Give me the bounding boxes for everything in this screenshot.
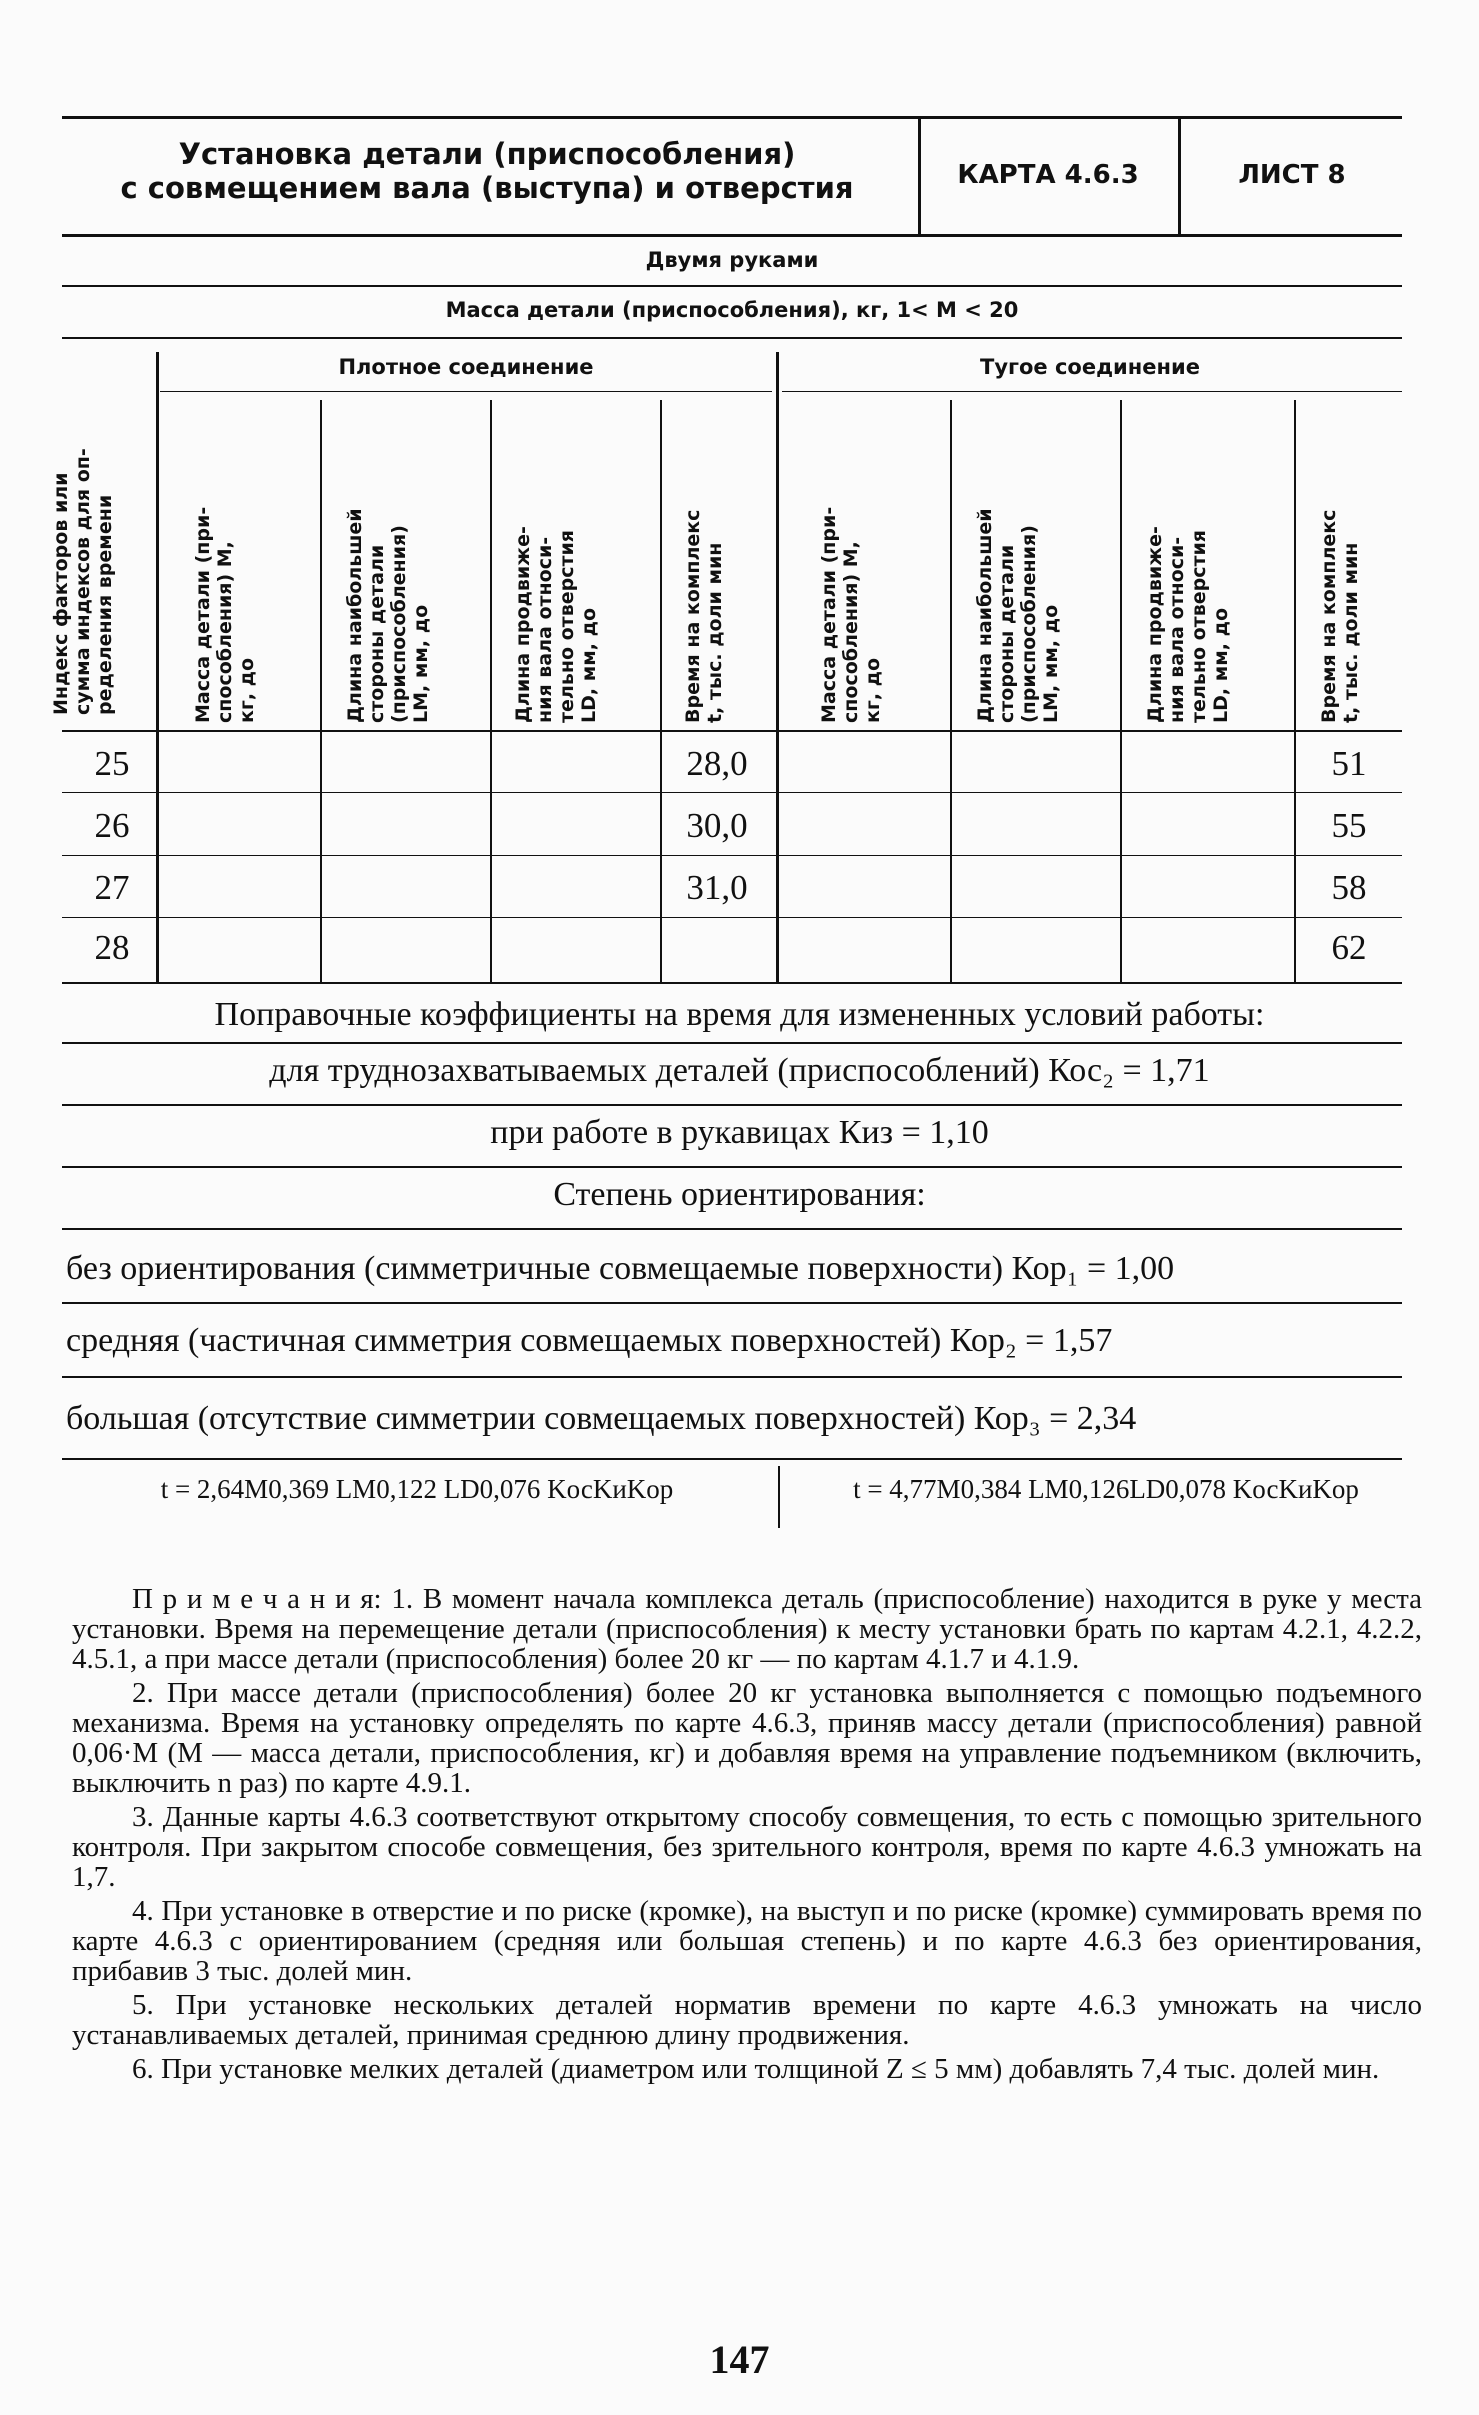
table-row-time-interference: 62: [1331, 928, 1367, 967]
col-header-line: LM, мм, до: [1040, 604, 1062, 723]
note-2: 2. При массе детали (приспособления) более 20 кг установка выполняется с помощью подъемного механизма. Время на установку определять по карте 4.6.3, приняв массу детали (приспособления) равной 0,06·M (M — масса детали, приспособления, кг) и добавляя время на управление подъемником (включить, выключить n раз) по карте 4.9.1.: [72, 1677, 1422, 1799]
formula-divider: [778, 1466, 780, 1528]
col-header-line: кг, до: [862, 657, 884, 723]
coef-orientation-medium: средняя (частичная симметрия совмещаемых поверхностей) Кор₂ = 1,57: [66, 1322, 1113, 1359]
col-divider-index: [156, 352, 159, 982]
col-header-mass-1: [192, 405, 272, 723]
table-row-index: 27: [94, 868, 130, 907]
notes: [72, 1584, 1422, 2088]
col-divider: [660, 400, 662, 982]
col-header-line: Масса детали (при-: [818, 506, 840, 723]
col-header-line: способления) М,: [214, 541, 236, 723]
col-header-line: кг, до: [236, 657, 258, 723]
index-column-header: [50, 345, 146, 715]
card-number: КАРТА 4.6.3: [957, 160, 1139, 190]
col-header-line: ния вала относи-: [534, 536, 556, 723]
col-header-mass-2: [818, 405, 898, 723]
orientation-heading: Степень ориентирования:: [553, 1176, 926, 1213]
col-header-line: Масса детали (при-: [192, 506, 214, 723]
subtitle-mass-range: Масса детали (приспособления), кг, 1< М < 20: [445, 298, 1019, 322]
coef-orientation-large: большая (отсутствие симметрии совмещаемых поверхностей) Кор₃ = 2,34: [66, 1400, 1137, 1437]
rule: [62, 917, 1402, 918]
rule: [62, 1166, 1402, 1168]
index-header-line: ределения времени: [94, 494, 116, 715]
col-header-line: LD, мм, до: [578, 607, 600, 723]
header-divider-2: [1178, 116, 1181, 234]
table-row-time-interference: 58: [1331, 868, 1367, 907]
col-header-line: способления) М,: [840, 541, 862, 723]
col-header-length-ld-2: [1144, 405, 1244, 723]
col-header-line: Время на комплекс: [1318, 509, 1340, 723]
note-6: 6. При установке мелких деталей (диаметром или толщиной Z ≤ 5 мм) добавлять 7,4 тыс. долей мин.: [132, 2053, 1380, 2085]
subtitle-two-hands: Двумя руками: [645, 248, 819, 272]
col-header-length-ld-1: [512, 405, 612, 723]
header-title-line2: с совмещением вала (выступа) и отверстия: [120, 171, 854, 205]
table-row-index: 28: [94, 928, 130, 967]
note-1: П р и м е ч а н и я: 1. В момент начала комплекса деталь (приспособление) находится в руке у места установки. Время на перемещение детали (приспособления) к месту установки брать по картам 4.2.1, 4.2.2, 4.5.1, а при массе детали (приспособления) более 20 кг — по картам 4.1.7 и 4.1.9.: [72, 1583, 1422, 1675]
col-header-line: t, тыс. доли мин: [1340, 542, 1362, 723]
col-header-length-lm-2: [974, 405, 1074, 723]
coefficients-heading: Поправочные коэффициенты на время для измененных условий работы:: [214, 996, 1265, 1033]
table-row-time-interference: 51: [1331, 744, 1367, 783]
table-row-time-tight: 31,0: [686, 868, 748, 907]
col-header-line: t, тыс. доли мин: [704, 542, 726, 723]
note-3: 3. Данные карты 4.6.3 соответствуют открытому способу совмещения, то есть с помощью зрительного контроля. При закрытом способе совмещения, без зрительного контроля, время по карте 4.6.3 умножать на 1,7.: [72, 1801, 1422, 1893]
col-header-line: тельно отверстия: [1188, 530, 1210, 723]
col-header-line: стороны детали: [366, 544, 388, 723]
rule: [62, 792, 1402, 793]
col-header-line: ния вала относи-: [1166, 536, 1188, 723]
col-header-line: тельно отверстия: [556, 530, 578, 723]
col-divider: [1294, 400, 1296, 982]
coef-hard-grip: для труднозахватываемых деталей (приспособлений) Кос₂ = 1,71: [269, 1052, 1210, 1089]
page-number: 147: [709, 2337, 770, 2382]
rule: [782, 391, 1402, 392]
header-divider-1: [918, 116, 921, 234]
col-header-line: Длина наибольшей: [344, 508, 366, 723]
col-header-line: стороны детали: [996, 544, 1018, 723]
col-header-line: Длина наибольшей: [974, 508, 996, 723]
table-row-index: 26: [94, 806, 130, 845]
col-divider: [950, 400, 952, 982]
header-title-line1: Установка детали (приспособления): [178, 137, 796, 171]
note-5: 5. При установке нескольких деталей норматив времени по карте 4.6.3 умножать на число устанавливаемых деталей, принимая среднюю длину продвижения.: [72, 1989, 1422, 2051]
rule: [62, 1228, 1402, 1230]
index-header-line: сумма индексов для оп-: [72, 448, 94, 715]
coef-orientation-none: без ориентирования (симметричные совмещаемые поверхности) Кор₁ = 1,00: [66, 1250, 1175, 1287]
rule: [160, 391, 772, 392]
index-header-line: Индекс факторов или: [50, 472, 72, 715]
top-rule: [62, 116, 1402, 119]
rule: [62, 1042, 1402, 1044]
col-header-length-lm-1: [344, 405, 444, 723]
header-bottom-rule: [62, 234, 1402, 237]
col-header-line: Длина продвиже-: [512, 526, 534, 723]
col-header-line: LM, мм, до: [410, 604, 432, 723]
table-row-time-tight: 28,0: [686, 744, 748, 783]
col-header-line: Время на комплекс: [682, 509, 704, 723]
rule: [62, 1104, 1402, 1106]
rule: [62, 1458, 1402, 1460]
col-header-time-2: [1318, 405, 1378, 723]
col-header-time-1: [682, 405, 742, 723]
group-divider: [776, 352, 779, 982]
formula-interference-fit: t = 4,77M0,384 LM0,126LD0,078 KосKиKор: [853, 1474, 1359, 1504]
group-tight-fit: Плотное соединение: [338, 355, 594, 379]
col-divider: [1120, 400, 1122, 982]
table-row-time-interference: 55: [1331, 806, 1367, 845]
sheet-number: ЛИСТ 8: [1238, 160, 1346, 190]
rule: [62, 285, 1402, 287]
rule: [62, 337, 1402, 339]
rule: [62, 1302, 1402, 1304]
col-divider: [320, 400, 322, 982]
coef-gloves: при работе в рукавицах Киз = 1,10: [490, 1114, 989, 1151]
col-divider: [490, 400, 492, 982]
rule: [62, 1376, 1402, 1378]
header-title: [62, 137, 912, 205]
rule: [62, 982, 1402, 984]
table-row-time-tight: 30,0: [686, 806, 748, 845]
col-header-line: (приспособления): [1018, 525, 1040, 723]
col-header-line: (приспособления): [388, 525, 410, 723]
col-header-line: Длина продвиже-: [1144, 526, 1166, 723]
group-interference-fit: Тугое соединение: [980, 355, 1200, 379]
col-header-line: LD, мм, до: [1210, 607, 1232, 723]
table-row-index: 25: [94, 744, 130, 783]
rule: [62, 855, 1402, 856]
rule: [62, 730, 1402, 732]
formula-tight-fit: t = 2,64M0,369 LM0,122 LD0,076 KосKиKор: [160, 1474, 674, 1504]
note-4: 4. При установке в отверстие и по риске (кромке), на выступ и по риске (кромке) суммировать время по карте 4.6.3 с ориентированием (средняя или большая степень) и по карте 4.6.3 без ориентирования, прибавив 3 тыс. долей мин.: [72, 1895, 1422, 1987]
